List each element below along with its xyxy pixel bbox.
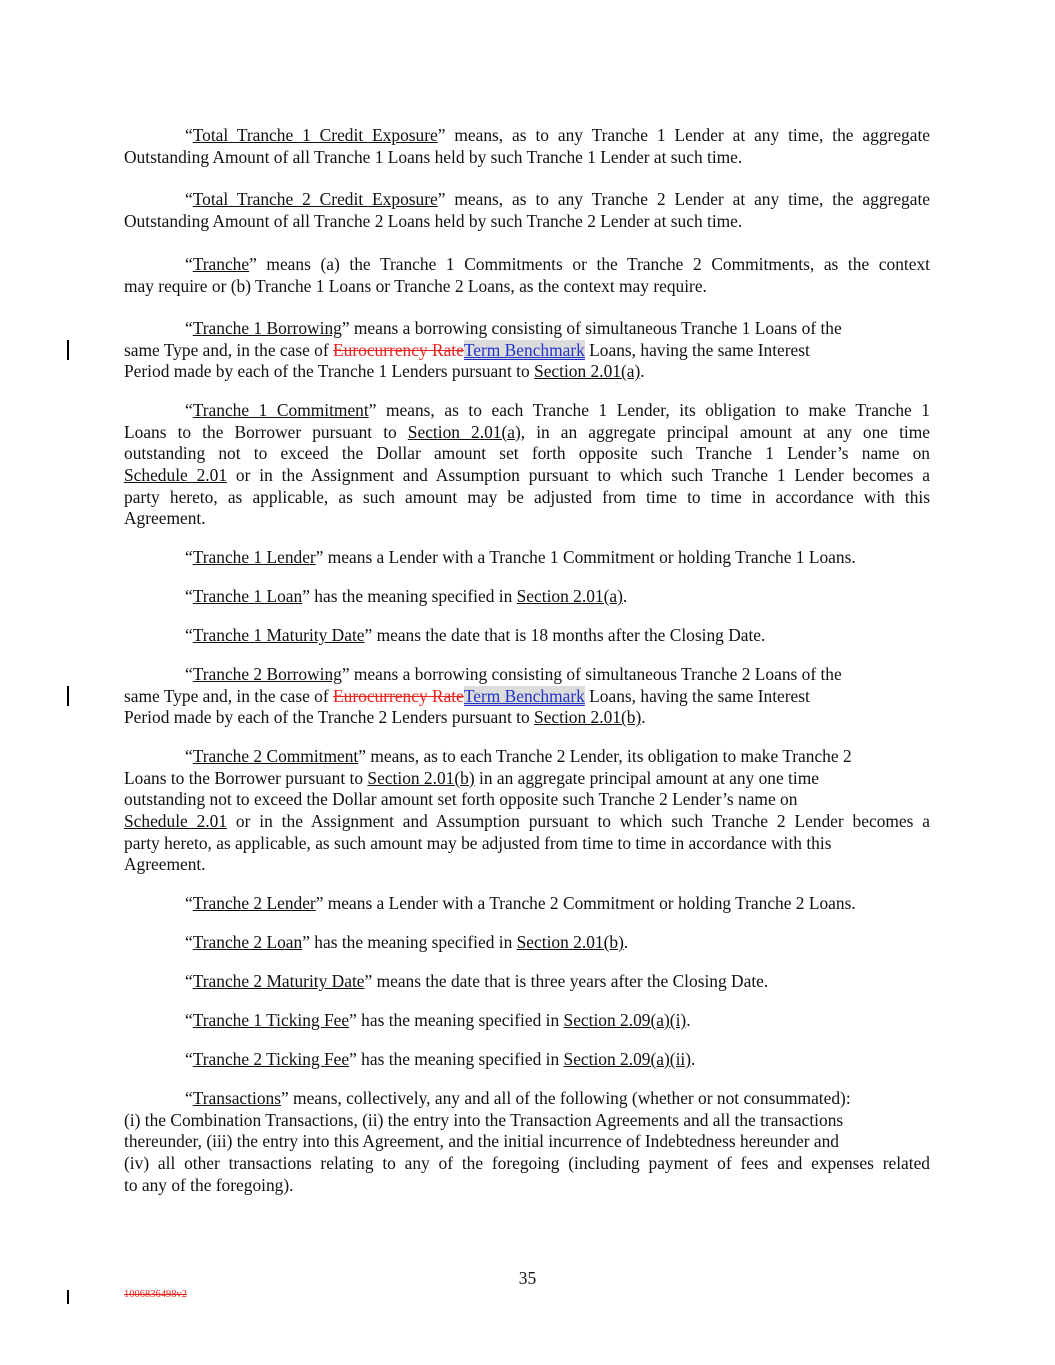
text-run: or in the Assignment and Assumption pursuant to which such Tranche 2 Lender becomes a [227,811,930,832]
text-line [124,400,930,422]
defined-term-reference: Tranche [192,254,250,274]
defined-term-reference: Section 2.09(a)(i) [563,1010,687,1030]
text-line [124,854,930,876]
text-run: Loans, having the same Interest [584,339,810,360]
text-line [124,318,930,340]
text-run: party hereto, as applicable, as such amount may be adjusted from time to time in accordance with this [124,486,930,507]
deleted-text: Eurocurrency Rate [333,685,464,706]
text-line [124,707,930,729]
text-run: “ [185,1010,193,1030]
text-line [124,686,930,708]
defined-term-reference: Section 2.01(b) [367,767,475,788]
text-line [124,1088,930,1110]
defined-term-reference: Tranche 1 Borrowing [192,318,342,338]
defined-term-reference: Tranche 1 Ticking Fee [192,1010,350,1030]
text-line [124,1010,930,1032]
text-line [124,1153,930,1175]
definition-paragraph [124,1088,930,1196]
text-line [124,1110,930,1132]
text-run: ” means, collectively, any and all of the following (whether or not consummated): [280,1088,851,1108]
text-line [124,1049,930,1071]
text-run: . [641,707,646,728]
text-run: may require or (b) Tranche 1 Loans or Tranche 2 Loans, as the context may require. [124,275,707,296]
defined-term-reference: Section 2.09(a)(ii) [563,1049,692,1069]
text-run: . [686,1010,691,1030]
definition-paragraph [124,318,930,383]
definition-paragraph [124,746,930,876]
defined-term-reference: Section 2.01(a) [407,421,521,442]
definition-paragraph [124,664,930,729]
text-line [124,443,930,465]
text-run: (iv) all other transactions relating to any of the foregoing (including payment of fees and expenses related [124,1153,930,1174]
text-line [124,746,930,768]
text-line [124,547,930,569]
text-run: “ [185,664,193,684]
text-run: ” means, as to any Tranche 2 Lender at any time, the aggregate [437,189,930,209]
text-run: “ [185,971,193,991]
definition-paragraph [124,400,930,530]
text-line [124,422,930,444]
defined-term-reference: Tranche 2 Maturity Date [192,971,365,991]
deleted-text: Eurocurrency Rate [333,339,464,360]
text-line [124,625,930,647]
text-run: “ [185,893,193,913]
text-run: outstanding not to exceed the Dollar amount set forth opposite such Tranche 1 Lender’s name on [124,443,930,464]
text-run: ” means (a) the Tranche 1 Commitments or the Tranche 2 Commitments, as the context [249,254,930,274]
text-run: ” means a Lender with a Tranche 1 Commitment or holding Tranche 1 Loans. [315,547,856,567]
defined-term-reference: Total Tranche 1 Credit Exposure [192,125,438,145]
text-line [124,811,930,833]
document-id: 1006836498v2 [124,1289,187,1300]
defined-term-reference: Tranche 2 Borrowing [192,664,342,684]
text-run: “ [185,547,193,567]
text-run: Loans, having the same Interest [584,685,810,706]
defined-term-reference: Tranche 2 Ticking Fee [192,1049,350,1069]
defined-term-reference: Tranche 1 Loan [192,586,303,606]
definition-paragraph [124,971,930,993]
text-line [124,664,930,686]
definition-paragraph [124,625,930,647]
text-run: ” means a borrowing consisting of simultaneous Tranche 1 Loans of the [341,318,842,338]
defined-term-reference: Schedule 2.01 [124,811,228,832]
text-run: Outstanding Amount of all Tranche 1 Loans held by such Tranche 1 Lender at such time. [124,146,743,167]
text-run: “ [185,400,193,420]
text-run: ” means, as to each Tranche 2 Lender, its obligation to make Tranche 2 [358,746,852,766]
text-run: to any of the foregoing). [124,1174,294,1195]
text-line [124,361,930,383]
text-run: . [691,1049,696,1069]
text-run: Period made by each of the Tranche 1 Lenders pursuant to [124,361,535,382]
text-line [124,254,930,276]
definition-paragraph [124,586,930,608]
text-run: same Type and, in the case of [124,339,334,360]
text-run: ” has the meaning specified in [302,586,517,606]
text-line [124,1175,930,1197]
text-line [124,465,930,487]
defined-term-reference: Tranche 2 Commitment [192,746,359,766]
text-run: thereunder, (iii) the entry into this Agreement, and the initial incurrence of Indebtedness hereunder and [124,1131,839,1152]
text-run: (i) the Combination Transactions, (ii) the entry into the Transaction Agreements and all the transactions [124,1109,844,1130]
text-run: “ [185,932,193,952]
text-run: Agreement. [124,508,206,529]
text-run: ” has the meaning specified in [349,1049,564,1069]
defined-term-reference: Total Tranche 2 Credit Exposure [192,189,438,209]
text-line [124,893,930,915]
defined-term-reference: Section 2.01(b) [534,707,642,728]
text-line [124,971,930,993]
text-run: . [623,932,629,952]
definition-paragraph [124,254,930,297]
text-run: ” means, as to any Tranche 1 Lender at any time, the aggregate [437,125,930,145]
definition-paragraph [124,1049,930,1071]
text-run: Agreement. [124,854,206,875]
defined-term-reference: Schedule 2.01 [124,465,228,486]
text-run: . [622,586,628,606]
text-run: “ [185,625,193,645]
text-line [124,508,930,530]
text-run: ” means a borrowing consisting of simultaneous Tranche 2 Loans of the [341,664,842,684]
text-line [124,125,930,147]
defined-term-reference: Tranche 1 Commitment [192,400,369,420]
defined-term-reference: Section 2.01(b) [516,932,624,952]
text-run: in an aggregate principal amount at any one time [474,767,819,788]
defined-term-reference: Tranche 2 Lender [192,893,316,913]
text-run: “ [185,1088,193,1108]
text-run: ” means a Lender with a Tranche 2 Commitment or holding Tranche 2 Loans. [315,893,856,913]
text-line [124,276,930,298]
definition-paragraph [124,1010,930,1032]
page-number: 35 [518,1268,537,1288]
text-run: , in an aggregate principal amount at any one time [520,421,930,442]
text-line [124,211,930,233]
text-line [124,586,930,608]
text-run: ” means the date that is three years after the Closing Date. [364,971,769,991]
text-line [124,147,930,169]
inserted-text[interactable]: Term Benchmark [463,339,585,360]
inserted-text[interactable]: Term Benchmark [463,685,585,706]
text-run: “ [185,1049,193,1069]
definition-paragraph [124,189,930,232]
text-run: “ [185,586,193,606]
text-run: “ [185,254,193,274]
text-run: Loans to the Borrower pursuant to [124,421,408,442]
text-run: party hereto, as applicable, as such amount may be adjusted from time to time in accordance with this [124,832,832,853]
text-line [124,340,930,362]
text-run: ” means the date that is 18 months after the Closing Date. [364,625,766,645]
text-line [124,1131,930,1153]
text-run: Loans to the Borrower pursuant to [124,767,368,788]
change-bar [67,340,69,360]
text-run: “ [185,125,193,145]
definition-paragraph [124,547,930,569]
text-line [124,932,930,954]
text-line [124,487,930,509]
text-run: “ [185,189,193,209]
text-run: ” has the meaning specified in [349,1010,564,1030]
defined-term-reference: Section 2.01(a) [516,586,623,606]
text-run: . [640,361,645,382]
text-line [124,789,930,811]
text-line [124,833,930,855]
text-run: outstanding not to exceed the Dollar amount set forth opposite such Tranche 2 Lender’s name on [124,789,798,810]
defined-term-reference: Tranche 2 Loan [192,932,303,952]
definition-paragraph [124,893,930,915]
text-run: “ [185,746,193,766]
text-run: Period made by each of the Tranche 2 Lenders pursuant to [124,707,535,728]
definition-paragraph [124,125,930,168]
definition-paragraph [124,932,930,954]
defined-term-reference: Tranche 1 Maturity Date [192,625,365,645]
text-run: same Type and, in the case of [124,685,334,706]
text-run: ” means, as to each Tranche 1 Lender, its obligation to make Tranche 1 [368,400,930,420]
text-run: ” has the meaning specified in [302,932,517,952]
text-run: or in the Assignment and Assumption pursuant to which such Tranche 1 Lender becomes a [227,465,930,486]
change-bar [67,1290,69,1304]
defined-term-reference: Tranche 1 Lender [192,547,316,567]
text-run: “ [185,318,193,338]
text-line [124,768,930,790]
defined-term-reference: Transactions [192,1088,281,1108]
text-line [124,189,930,211]
text-run: Outstanding Amount of all Tranche 2 Loans held by such Tranche 2 Lender at such time. [124,210,743,231]
defined-term-reference: Section 2.01(a) [534,361,641,382]
change-bar [67,686,69,706]
